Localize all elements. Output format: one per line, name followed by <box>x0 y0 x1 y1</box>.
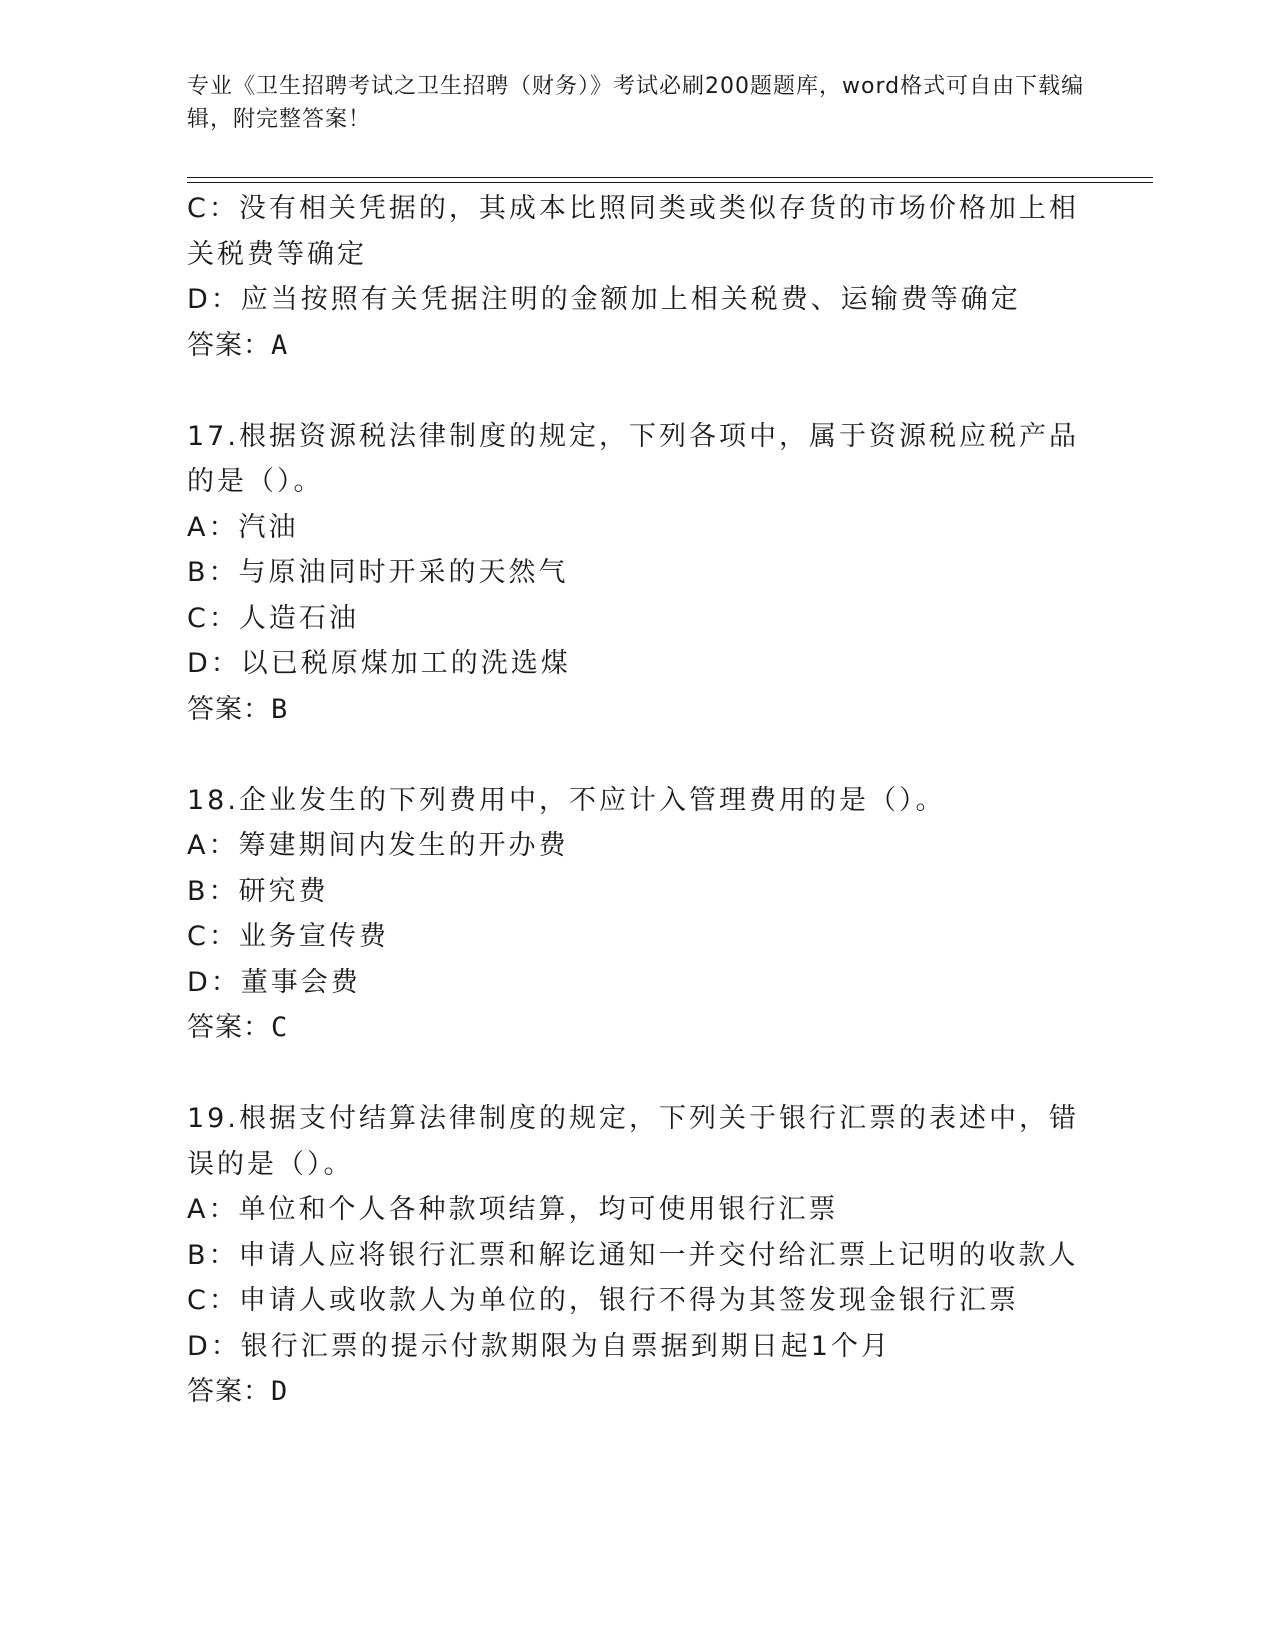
option-b: B：研究费 <box>187 875 329 907</box>
header-divider <box>187 177 1153 183</box>
question-stem: 19.根据支付结算法律制度的规定，下列关于银行汇票的表述中，错误的是（）。 <box>187 1103 1079 1180</box>
spacer <box>187 368 1087 414</box>
option-d: D：应当按照有关凭据注明的金额加上相关税费、运输费等确定 <box>187 284 1021 315</box>
option-c: C：没有相关凭据的，其成本比照同类或类似存货的市场价格加上相关税费等确定 <box>187 193 1079 270</box>
question-16-continuation <box>187 186 1087 368</box>
answer-line <box>187 687 1087 733</box>
question-18 <box>187 778 1087 1051</box>
option-c: C：业务宣传费 <box>187 921 389 952</box>
question-17 <box>187 414 1087 733</box>
question-stem: 18.企业发生的下列费用中，不应计入管理费用的是（）。 <box>187 784 946 816</box>
option-d: D：董事会费 <box>187 966 361 998</box>
answer-value: D <box>271 1376 289 1407</box>
question-stem: 17.根据资源税法律制度的规定，下列各项中，属于资源税应税产品的是（）。 <box>187 420 1079 497</box>
answer-label: 答案： <box>187 1012 271 1043</box>
option-a: A：筹建期间内发生的开办费 <box>187 830 569 861</box>
answer-line <box>187 1005 1087 1051</box>
answer-line <box>187 323 1087 369</box>
answer-value: B <box>271 693 289 725</box>
spacer <box>187 732 1087 778</box>
option-c: C：人造石油 <box>187 602 359 634</box>
answer-label: 答案： <box>187 329 271 361</box>
option-d: D：以已税原煤加工的洗选煤 <box>187 648 571 679</box>
exam-content <box>187 186 1087 1415</box>
option-a: A：汽油 <box>187 511 299 543</box>
answer-value: C <box>271 1012 289 1043</box>
answer-label: 答案： <box>187 1376 271 1407</box>
question-19 <box>187 1096 1087 1415</box>
spacer <box>187 1051 1087 1097</box>
option-a: A：单位和个人各种款项结算，均可使用银行汇票 <box>187 1194 839 1225</box>
page-header <box>187 70 1087 136</box>
answer-line <box>187 1369 1087 1415</box>
option-b: B：申请人应将银行汇票和解讫通知一并交付给汇票上记明的收款人 <box>187 1239 1079 1271</box>
answer-label: 答案： <box>187 693 271 725</box>
option-c: C：申请人或收款人为单位的，银行不得为其签发现金银行汇票 <box>187 1285 1019 1316</box>
option-b: B：与原油同时开采的天然气 <box>187 557 569 588</box>
header-text: 专业《卫生招聘考试之卫生招聘（财务）》考试必刷200题题库，word格式可自由下载编辑，附完整答案！ <box>187 74 1085 132</box>
answer-value: A <box>271 329 289 361</box>
option-d: D：银行汇票的提示付款期限为自票据到期日起1个月 <box>187 1330 891 1362</box>
